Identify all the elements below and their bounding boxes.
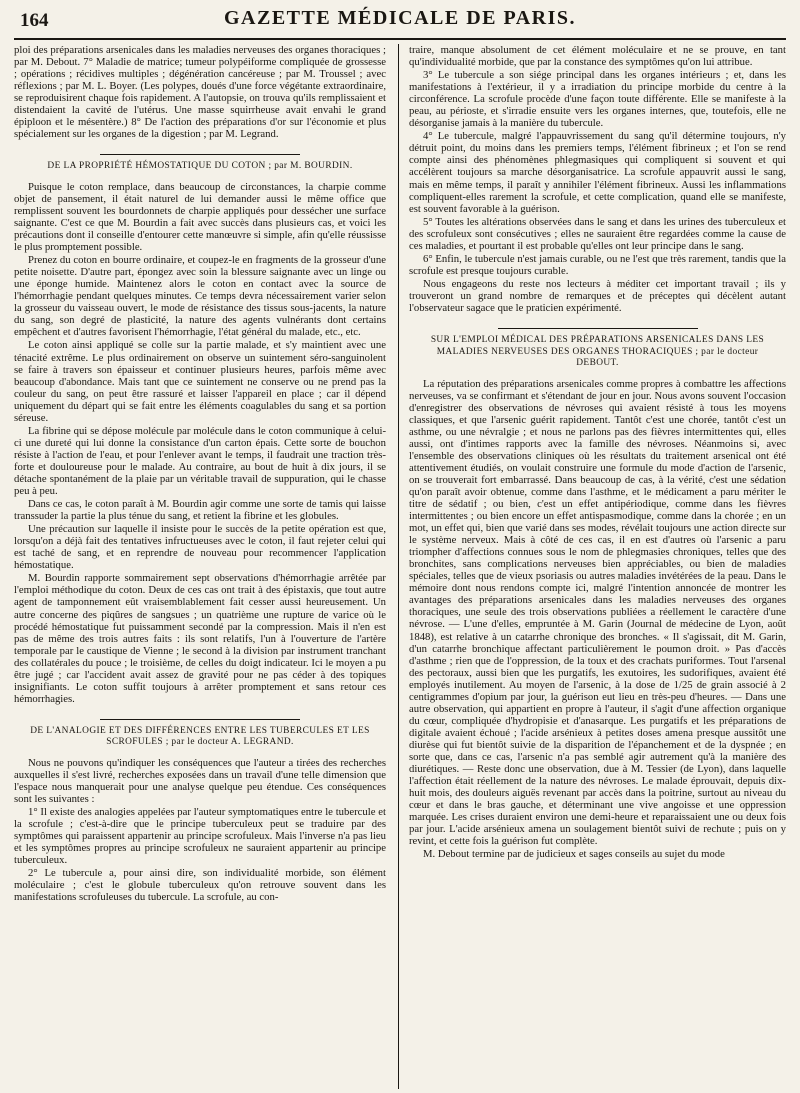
paragraph: Une précaution sur laquelle il insiste pour le succès de la petite opération est que, lorsqu'on a déjà fait des tentatives infructueuses avec le coton, il faut rejeter celui qui est taché de sang, et en reprendre de nouveau pour recommencer l'application hémostatique. bbox=[14, 523, 386, 572]
page-header bbox=[14, 4, 786, 40]
paragraph: La réputation des préparations arsenicales comme propres à combattre les affections nerveuses, va se confirmant et s'étendant de jour en jour. Nous avons souvent l'occasion d'enregistrer des observations de névroses qui avaient résisté à tous les moyens classiques, et que l'arsenic guérit rapidement. Tantôt c'est une chorée, tantôt c'est un asthme, ou une névralgie ; et nous ne parlons pas des fièvres intermittentes qui, elles aussi, ont d'intimes rapports avec la famille des névroses. Néanmoins si, avec l'ensemble des observations cliniques où les résultats du traitement arsenical ont été attentivement étudiés, on voulait construire une formule du mode d'action de l'arsenic, on se trouverait fort embarrassé. Dans beaucoup de cas, à la vérité, c'est une sédation qu'on paraît avoir obtenue, comme dans l'asthme, et le médicament a paru mériter le titre de sédatif ; ou bien, c'est un effet antipériodique, comme dans les fièvres intermittentes ; ou bien encore un effet antispasmodique, comme dans la chorée ; en un mot, un effet qui, bien que varié dans ses modes, révélait toujours une action directe sur le système nerveux. Mais à côté de ces cas, il en est d'autres où l'arsenic a paru triompher d'affections connues sous le nom de phlegmasies chroniques, telles que des bronchites, sans complications nerveuses bien appréciables, ou bien de maladies spéciales, telles que de vieux psoriasis ou autres maladies invétérées de la peau. Dans le mémoire dont nous rendons compte ici, malgré l'intention annoncée de montrer les avantages des préparations arsenicales dans les maladies nerveuses des organes thoraciques, une seule des trois observations publiées a réellement le caractère d'une névrose. — L'une d'elles, empruntée à M. Garin (Journal de médecine de Lyon, août 1848), est relative à un catarrhe chronique des bronches. « Il s'agissait, dit M. Garin, d'un catarrhe bronchique affectant particulièrement le poumon droit. » Pas d'accès d'asthme ; rien que de l'oppression, de la toux et des crachats puriformes. Tout l'arsenal des pectoraux, aussi bien que les purgatifs, les exutoires, les sudorifiques, avaient été employés inutilement. Au moyen de l'arsenic, à la dose de 1/25 de grain associé à 2 centigrammes d'opium par jour, la guérison eut lieu en très-peu d'heures. — Dans une autre observation, qui appartient en propre à l'auteur, il s'agit d'une affection organique du cœur, compliquée d'hydropisie et d'anasarque. Les purgatifs et les préparations de digitale avaient échoué ; l'acide arsénieux à petites doses amena presque aussitôt une diurèse qui fut bientôt suivie de la disparition de l'épanchement et de la dyspnée ; en sorte que, dans ce cas, l'arsenic n'a pas semblé agir autrement qu'à la manière des diurétiques. — Reste donc une observation, due à M. Tessier (de Lyon), dans laquelle l'affection était réellement de la nature des névroses. Le malade éprouvait, depuis dix-huit mois, des douleurs aiguës revenant par accès dans la poitrine, surtout au niveau du cœur et dans le bras gauche, et déterminant une vive angoisse et une oppression marquée. Les crises duraient environ une demi-heure et reparaissaient une ou deux fois par jour. L'acide arsénieux amena un soulagement bientôt suivi de rechute ; puis on y revint, et cette fois la guérison fut complète. bbox=[409, 377, 786, 848]
paragraph: 4° Le tubercule, malgré l'appauvrissement du sang qu'il détermine toujours, n'y détruit point, du moins dans les premiers temps, l'élément fibrineux ; et l'on se rend compte ainsi des phénomènes phlegmasiques qui compliquent si souvent et qui accélèrent toujours sa marche désorganisatrice. La scrofule appauvrit aussi le sang, mais en même temps, il paraît y annihiler l'élément fibrineux. Aussi les inflammations compliquent-elles rarement la scrofule, et cette complication, quand elle se manifeste, est souvent favorable à la guérison. bbox=[409, 130, 786, 215]
paragraph: traire, manque absolument de cet élément moléculaire et ne se prouve, en tant qu'individualité morbide, que par la constance des symptômes qu'on lui attribue. bbox=[409, 44, 786, 69]
right-column bbox=[409, 44, 786, 1090]
column-divider bbox=[398, 44, 399, 1089]
section-title: SUR L'EMPLOI MÉDICAL DES PRÉPARATIONS ARSENICALES DANS LES MALADIES NERVEUSES DES ORGANES THORACIQUES ; par le docteur DEBOUT. bbox=[430, 335, 765, 369]
intro-paragraph: ploi des préparations arsenicales dans les maladies nerveuses des organes thoraciques ; par M. Debout. 7° Maladie de matrice; tumeur polypéiforme compliquée de grossesse ; opérations ; récidives multiples ; dégénération cancéreuse ; par M. Troussel ; avec réflexions ; par M. L. Boyer. (Les polypes, doués d'une force végétante extraordinaire, se reproduisirent chaque fois rapidement. A l'autopsie, on trouva qu'ils remplissaient et distendaient la cavité de l'utérus. Une masse squirrheuse avait envahi le grand épiploon et le mésentère.) 8° De l'action des préparations d'or sur l'économie et plus spécialement sur les organes de la digestion ; par M. Legrand. bbox=[14, 44, 386, 141]
paragraph: Prenez du coton en bourre ordinaire, et coupez-le en fragments de la grosseur d'une petite noisette. D'autre part, épongez avec soin la blessure saignante avec un linge ou une éponge humide. Maintenez alors le coton en contact avec la source de l'hémorrhagie pendant quelques minutes. Ce temps devra nécessairement varier selon la grosseur du vaisseau ouvert, le mode de résistance des tissus sous-jacents, la nature du sang, son degré de plasticité, la nature des agents vulnérants dont certains empêchent et d'autres favorisent l'hémorrhagie, l'état général du malade, etc., etc. bbox=[14, 254, 386, 339]
section-separator bbox=[498, 328, 698, 329]
section-title: DE L'ANALOGIE ET DES DIFFÉRENCES ENTRE LES TUBERCULES ET LES SCROFULES ; par le docteur A. LEGRAND. bbox=[30, 725, 370, 748]
paragraph: Le coton ainsi appliqué se colle sur la partie malade, et s'y maintient avec une ténacité extrême. Le plus ordinairement on observe un suintement séro-sanguinolent se faire à travers son épaisseur et continuer plusieurs heures, parfois même avec beaucoup d'abondance. Mais tant que ce suintement ne conserve ou ne prend pas la couleur du sang, on peut être rassuré et laisser l'appareil en place ; car il dépend uniquement du départ qui se fait entre les éléments coagulables du sang et sa portion séreuse. bbox=[14, 339, 386, 424]
journal-title: GAZETTE MÉDICALE DE PARIS. bbox=[223, 7, 577, 29]
paragraph: Nous engageons du reste nos lecteurs à méditer cet important travail ; ils y trouveront un grand nombre de remarques et de préceptes qui décèlent autant l'observateur sagace que le praticien expérimenté. bbox=[409, 277, 786, 314]
paragraph: Puisque le coton remplace, dans beaucoup de circonstances, la charpie comme objet de pansement, il était naturel de lui demander aussi le même office que remplissent souvent les bourdonnets de charpie appliqués pour dessécher une surface saignante. C'est ce que M. Bourdin a fait avec succès dans plusieurs cas, et voici les précautions dont il conseille d'entourer cette manœuvre si simple, afin qu'elle réussisse le plus promptement possible. bbox=[14, 180, 386, 254]
paragraph: La fibrine qui se dépose molécule par molécule dans le coton communique à celui-ci une dureté qui lui donne la consistance d'un carton épais. Cette sorte de bouchon résiste à l'action de l'eau, et pour l'enlever avant le temps, il faudrait une traction très-forte et douloureuse pour le malade. Au contraire, au bout de huit à dix jours, il se détache spontanément de la plaie par un véritable travail de suppuration, qui le chasse peu à peu. bbox=[14, 424, 386, 498]
paragraph: 5° Toutes les altérations observées dans le sang et dans les urines des tuberculeux et des scrofuleux sont consécutives ; elles ne sauraient être regardées comme la cause de ces maladies, et pourtant il est probable qu'elles ont leur principe dans le sang. bbox=[409, 215, 786, 252]
paragraph: 2° Le tubercule a, pour ainsi dire, son individualité morbide, son élément moléculaire ; c'est le globule tuberculeux qu'on retrouve souvent dans les manifestations scrofuleuses du tubercule. La scrofule, au con- bbox=[14, 867, 386, 904]
page-number: 164 bbox=[20, 10, 49, 31]
paragraph: Dans ce cas, le coton paraît à M. Bourdin agir comme une sorte de tamis qui laisse transsuder la partie la plus ténue du sang, et retient la fibrine et les globules. bbox=[14, 498, 386, 523]
paragraph: 6° Enfin, le tubercule n'est jamais curable, ou ne l'est que très rarement, tandis que la scrofule est presque toujours curable. bbox=[409, 252, 786, 277]
paragraph: M. Bourdin rapporte sommairement sept observations d'hémorrhagie arrêtée par l'emploi méthodique du coton. Deux de ces cas ont trait à des épistaxis, que tout autre agent de tamponnement eût vraisemblablement fait cesser aussi heureusement. Un autre concerne des piqûres de sangsues ; un quatrième une rupture de varice où le procédé hémostatique fut puissamment secondé par la compression. Mais il n'en est pas de même des trois autres faits : ils sont relatifs, l'un à l'ouverture de l'artère temporale par le caustique de Vienne ; le second à la division par instrument tranchant des collatérales du pouce ; le troisième, de celles du doigt indicateur. Ici le moyen a pu être jugé ; car l'accident avait assez de gravité pour ne pas céder à des topiques insignifiants. Le coton suffit toujours à arrêter promptement et sans retour ces hémorrhagies. bbox=[14, 572, 386, 705]
section-title: DE LA PROPRIÉTÉ HÉMOSTATIQUE DU COTON ; par M. BOURDIN. bbox=[47, 161, 353, 172]
section-separator bbox=[100, 719, 300, 720]
section-heading-coton bbox=[22, 154, 378, 173]
paragraph: Nous ne pouvons qu'indiquer les conséquences que l'auteur a tirées des recherches auxquelles il s'est livré, recherches exposées dans un travail d'une telle dimension que l'espace nous manquerait pour une analyse quelque peu étendue. Ces conséquences sont les suivantes : bbox=[14, 756, 386, 806]
section-separator bbox=[100, 154, 300, 155]
paragraph: M. Debout termine par de judicieux et sages conseils au sujet du mode bbox=[423, 848, 725, 861]
paragraph: 1° Il existe des analogies appelées par l'auteur symptomatiques entre le tubercule et la scrofule ; c'est-à-dire que le principe tuberculeux peut se traduire par des symptômes qui paraissent appartenir au principe scrofuleux. Mais l'inverse n'a pas lieu et les symptômes propres au principe scrofuleux ne sauraient appartenir au principe tuberculeux. bbox=[14, 806, 386, 867]
paragraph: 3° Le tubercule a son siége principal dans les organes intérieurs ; et, dans les manifestations à l'extérieur, il y a irradiation du principe morbide du centre à la circonférence. La scrofule procède d'une façon toute différente. Elle se manifeste à la peau, au périoste, et s'irradie ensuite vers les organes internes, que, toutefois, elle ne désorganise jamais à la manière du tubercule. bbox=[409, 69, 786, 130]
left-column bbox=[14, 44, 386, 1090]
section-heading-tubercules bbox=[22, 719, 378, 749]
section-heading-arsenic bbox=[417, 328, 778, 370]
